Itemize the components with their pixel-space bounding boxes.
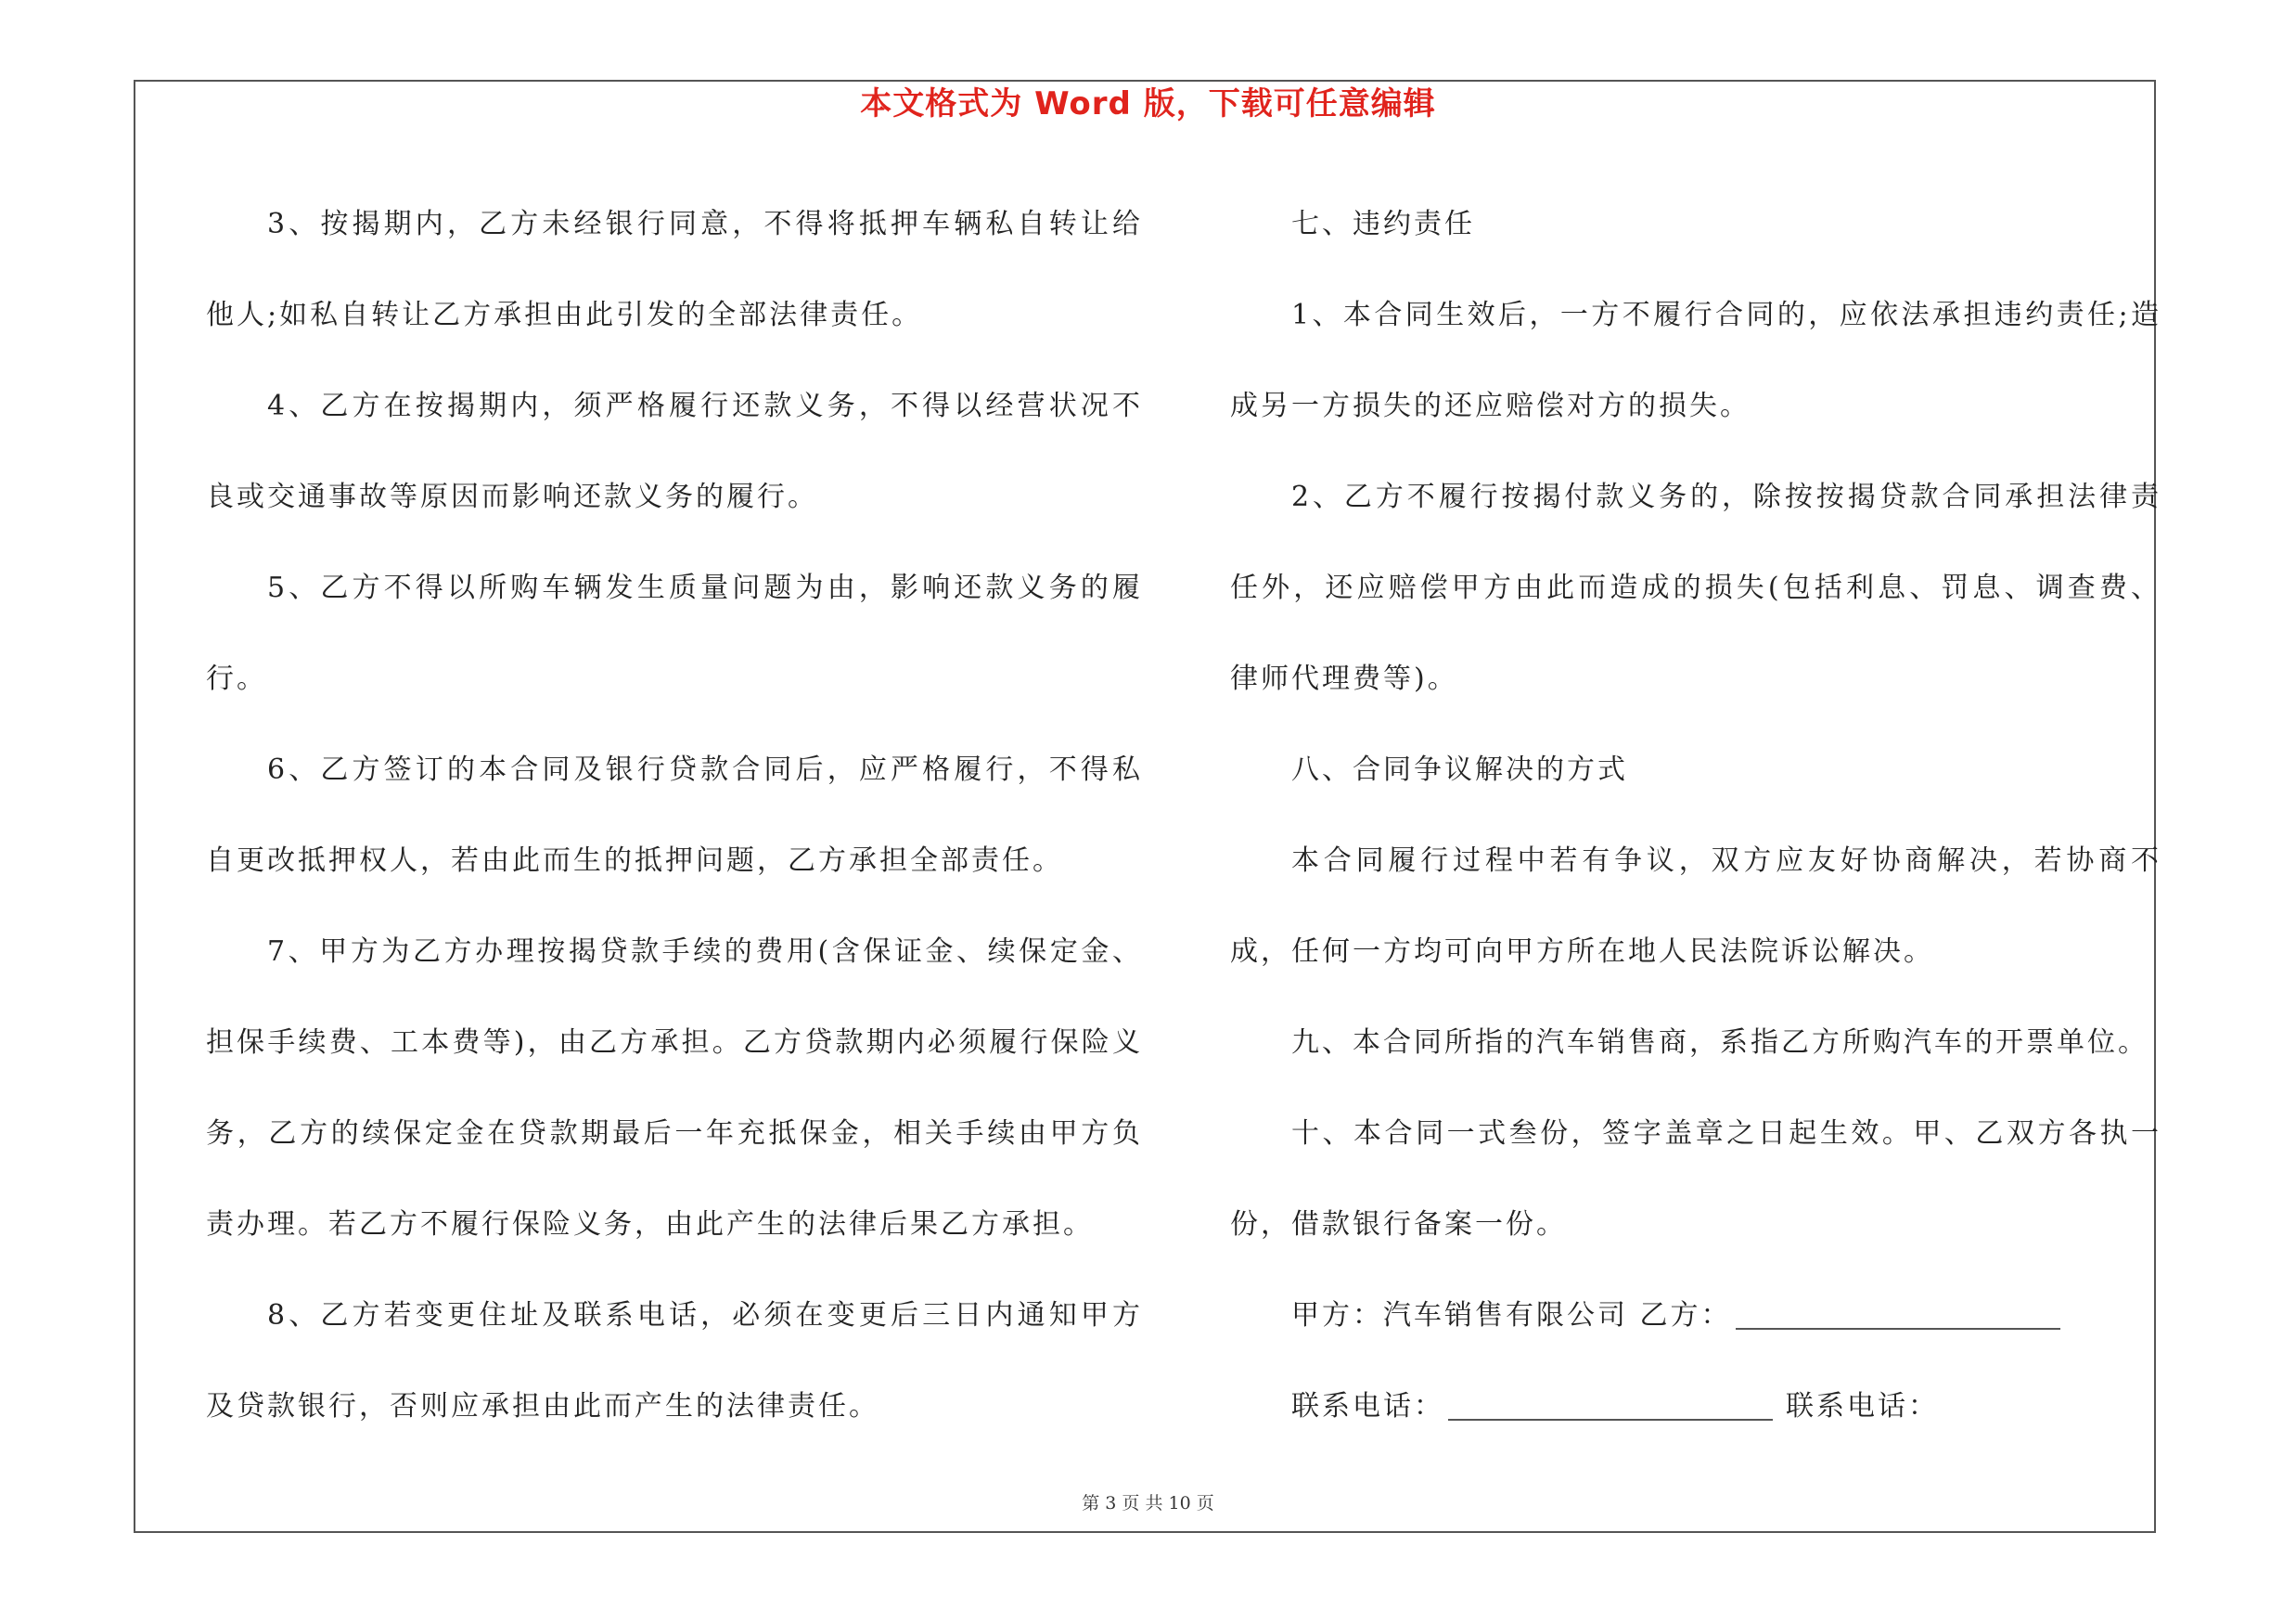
right-column: [1230, 179, 2161, 1452]
clause-5: 5、乙方不得以所购车辆发生质量问题为由，影响还款义务的履行。: [206, 572, 1143, 695]
party-b-blank-line: [1736, 1300, 2060, 1330]
section-ten: 十、本合同一式叁份，签字盖章之日起生效。甲、乙双方各执一份，借款银行备案一份。: [1230, 1117, 2161, 1241]
phone-b-label: 联系电话：: [1786, 1390, 1939, 1423]
clause-4: 4、乙方在按揭期内，须严格履行还款义务，不得以经营状况不良或交通事故等原因而影响还款义务的履行。: [206, 390, 1143, 513]
phone-a-blank-line: [1448, 1391, 1773, 1421]
clause-6: 6、乙方签订的本合同及银行贷款合同后，应严格履行，不得私自更改抵押权人，若由此而生的抵押问题，乙方承担全部责任。: [206, 754, 1143, 877]
signature-row-phones: [1230, 1361, 2161, 1452]
clause-8: 8、乙方若变更住址及联系电话，必须在变更后三日内通知甲方及贷款银行，否则应承担由此而产生的法律责任。: [206, 1299, 1143, 1423]
phone-a-label: 联系电话：: [1291, 1390, 1444, 1423]
section-nine: 九、本合同所指的汽车销售商，系指乙方所购汽车的开票单位。: [1291, 1026, 2148, 1059]
left-column: [206, 179, 1143, 1452]
party-b-label: 乙方：: [1639, 1299, 1732, 1332]
signature-row-parties: [1230, 1270, 2161, 1361]
section-heading-breach: 七、违约责任: [1291, 208, 1475, 240]
party-a-label: 甲方：汽车销售有限公司: [1291, 1299, 1628, 1332]
clause-7: 7、甲方为乙方办理按揭贷款手续的费用(含保证金、续保定金、担保手续费、工本费等)，由乙方承担。乙方贷款期内必须履行保险义务，乙方的续保定金在贷款期最后一年充抵保金，相关手续由甲方负责办理。若乙方不履行保险义务，由此产生的法律后果乙方承担。: [206, 935, 1143, 1241]
breach-clause-1: 1、本合同生效后，一方不履行合同的，应依法承担违约责任;造成另一方损失的还应赔偿对方的损失。: [1230, 299, 2161, 422]
breach-clause-2: 2、乙方不履行按揭付款义务的，除按按揭贷款合同承担法律责任外，还应赔偿甲方由此而造成的损失(包括利息、罚息、调查费、律师代理费等)。: [1230, 481, 2161, 695]
page-number-footer: 第 3 页 共 10 页: [1082, 1493, 1214, 1514]
dispute-clause: 本合同履行过程中若有争议，双方应友好协商解决，若协商不成，任何一方均可向甲方所在地人民法院诉讼解决。: [1230, 844, 2161, 968]
word-format-banner: 本文格式为 Word 版，下载可任意编辑: [860, 85, 1436, 122]
clause-3: 3、按揭期内，乙方未经银行同意，不得将抵押车辆私自转让给他人;如私自转让乙方承担由此引发的全部法律责任。: [206, 208, 1143, 331]
section-heading-dispute: 八、合同争议解决的方式: [1291, 754, 1628, 786]
